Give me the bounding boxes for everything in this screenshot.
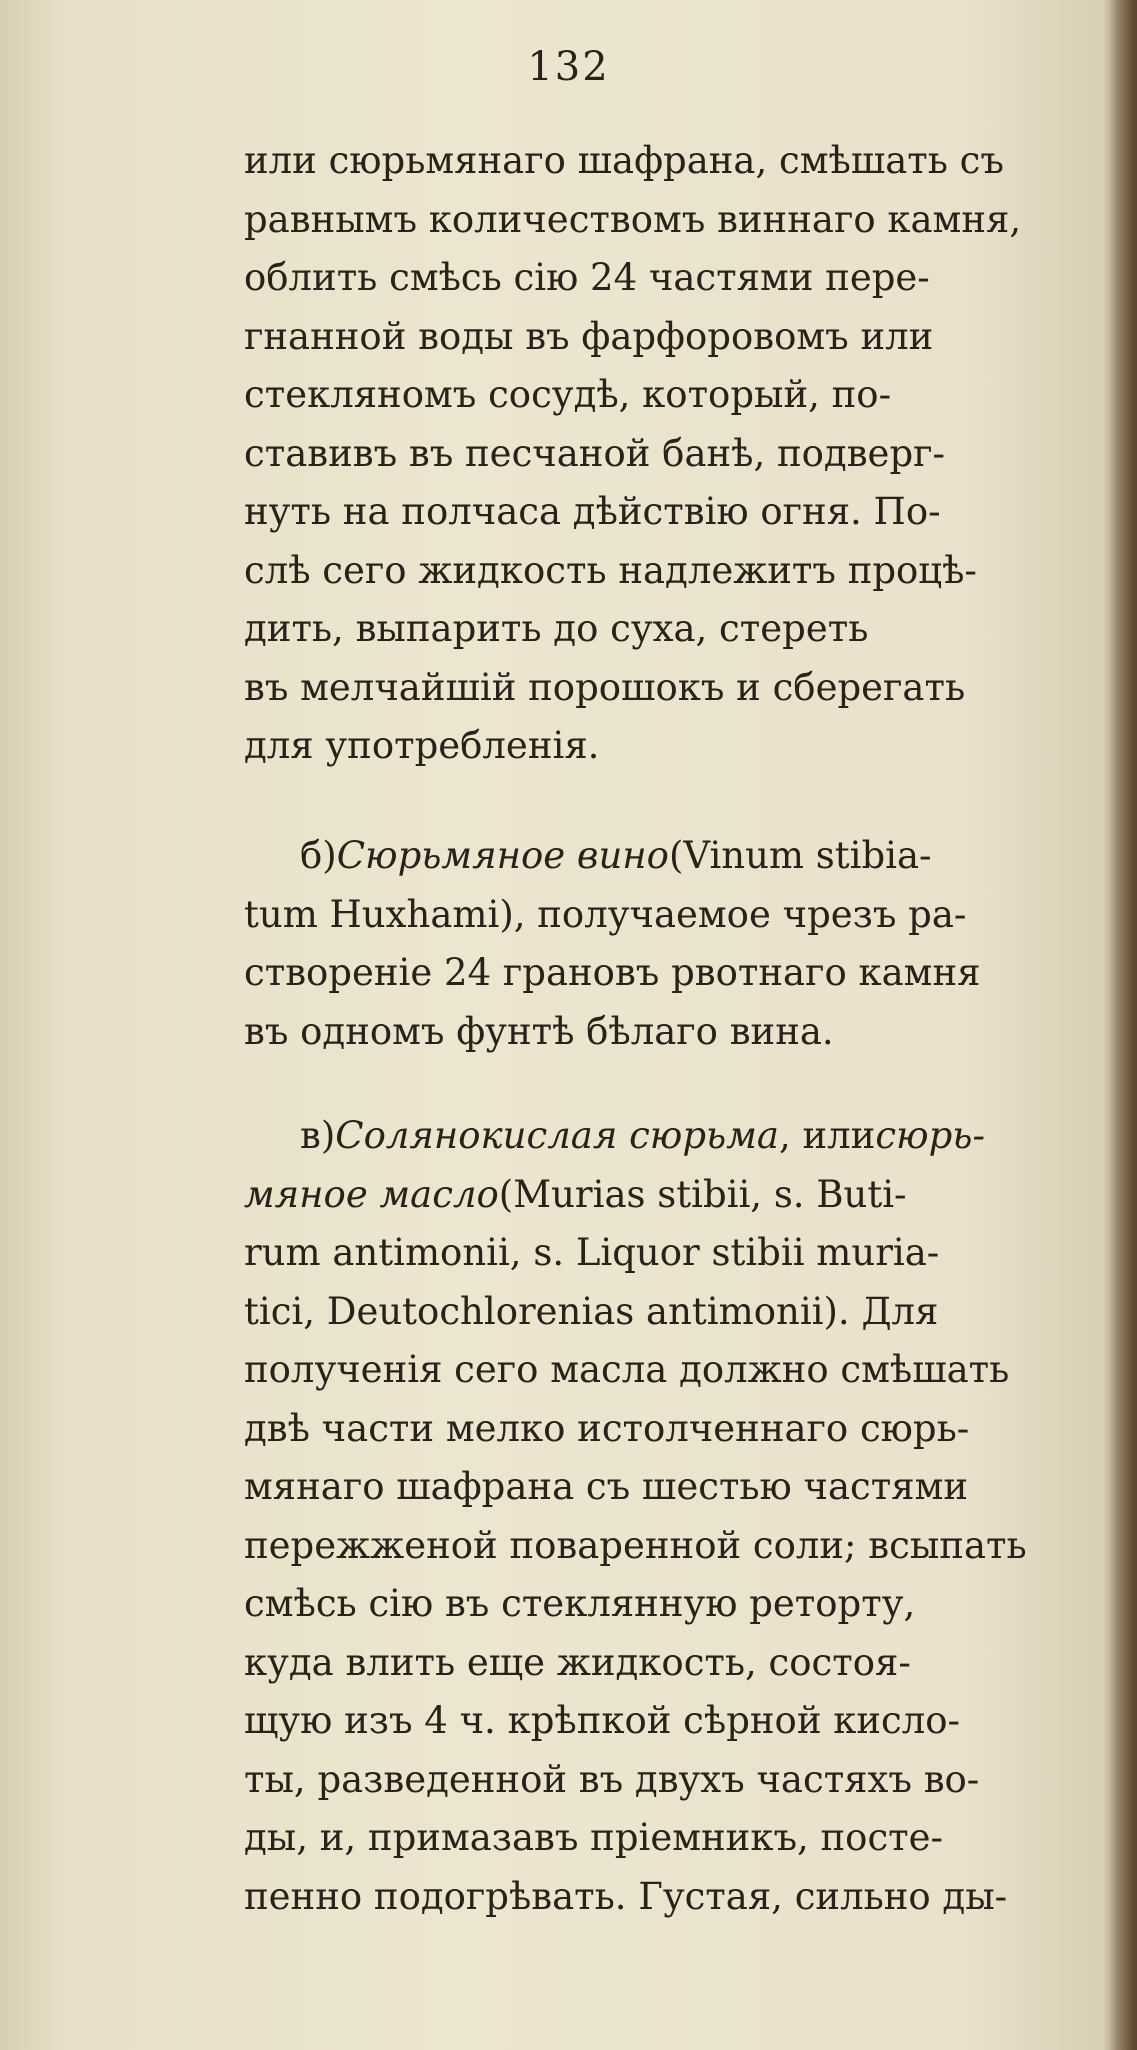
line-text: пенно подогрѣвать. Густая, сильно ды- [244, 1874, 1008, 1918]
text-line [244, 1107, 1104, 1166]
line-text: мянаго шафрана съ шестью частями [244, 1465, 969, 1508]
term-italic: мяное масло [244, 1172, 499, 1216]
line-text: облить смѣсь сію 24 частями пере- [244, 256, 930, 299]
text-line [244, 483, 1104, 542]
text-line [244, 1809, 1104, 1868]
line-text: (Vinum stibia- [668, 834, 932, 877]
text-line [244, 1575, 1104, 1634]
text-line [244, 1634, 1104, 1693]
text-line [244, 132, 1104, 191]
line-text: ды, и, примазавъ пріемникъ, посте- [244, 1816, 944, 1859]
text-line [244, 1224, 1104, 1283]
line-text: tici, Deutochlorenias antimonii). Для [244, 1289, 939, 1333]
text-line [244, 944, 1104, 1003]
text-line [244, 191, 1104, 250]
line-text: дить, выпарить до суха, стереть [244, 607, 869, 650]
line-text: въ одномъ фунтѣ бѣлаго вина. [244, 1009, 834, 1053]
paragraph-2 [244, 827, 1104, 1061]
paragraph-3 [244, 1107, 1104, 1926]
term-italic: сюрь- [875, 1114, 985, 1157]
line-text: ставивъ въ песчаной банѣ, подверг- [244, 431, 946, 475]
paragraph-1 [244, 132, 1104, 776]
text-line [244, 366, 1104, 425]
text-line [244, 1003, 1104, 1062]
line-text: нуть на полчаса дѣйствію огня. По- [244, 490, 941, 533]
text-line [244, 1692, 1104, 1751]
line-text: tum Huxhami), получаемое чрезъ ра- [244, 892, 967, 936]
line-text [244, 1166, 907, 1225]
line-text: или сюрьмянаго шафрана, смѣшать съ [244, 139, 1004, 182]
term-italic: Солянокислая сюрьма [335, 1114, 779, 1157]
line-text: ты, разведенной въ двухъ частяхъ во- [244, 1757, 980, 1801]
page-edge-shadow [1109, 0, 1137, 2050]
page-number: 132 [527, 44, 610, 90]
text-line [244, 1400, 1104, 1459]
text-line [244, 308, 1104, 367]
item-label: в) [300, 1114, 336, 1157]
term-italic: Сюрьмяное вино [336, 834, 669, 877]
line-text: , или [778, 1114, 876, 1157]
text-line [244, 1166, 1104, 1225]
line-text: стекляномъ сосудѣ, который, по- [244, 373, 892, 416]
line-text: створеніе 24 грановъ рвотнаго камня [244, 951, 981, 994]
line-text: пережженой поваренной соли; всыпать [244, 1523, 1027, 1567]
text-line [244, 659, 1104, 718]
text-line [244, 1751, 1104, 1810]
line-text [300, 827, 932, 886]
text-line [244, 886, 1104, 945]
text-line [244, 1517, 1104, 1576]
line-text: въ мелчайшій порошокъ и сберегать [244, 665, 966, 709]
line-text: щую изъ 4 ч. крѣпкой сѣрной кисло- [244, 1699, 961, 1742]
text-line [244, 1341, 1104, 1400]
text-line [244, 827, 1104, 886]
text-line [244, 249, 1104, 308]
line-text: равнымъ количествомъ виннаго камня, [244, 197, 1022, 241]
text-line [244, 717, 1104, 776]
line-text: двѣ части мелко истолченнаго сюрь- [244, 1406, 970, 1450]
text-line [244, 1458, 1104, 1517]
text-line [244, 1868, 1104, 1927]
line-text: куда влить еще жидкость, состоя- [244, 1640, 911, 1684]
line-text: для употребленія. [244, 724, 600, 767]
line-text: смѣсь сію въ стеклянную реторту, [244, 1582, 916, 1625]
line-text: слѣ сего жидкость надлежитъ процѣ- [244, 548, 977, 592]
line-text: (Murias stibii, s. Buti- [498, 1172, 907, 1216]
text-line [244, 600, 1104, 659]
line-text: гнанной воды въ фарфоровомъ или [244, 314, 934, 358]
item-label: б) [300, 834, 337, 877]
line-text: rum antimonii, s. Liquor stibii muria- [244, 1231, 940, 1274]
text-line [244, 425, 1104, 484]
text-line [244, 1283, 1104, 1342]
line-text [300, 1107, 985, 1166]
line-text: полученія сего масла должно смѣшать [244, 1348, 1010, 1391]
text-line [244, 542, 1104, 601]
